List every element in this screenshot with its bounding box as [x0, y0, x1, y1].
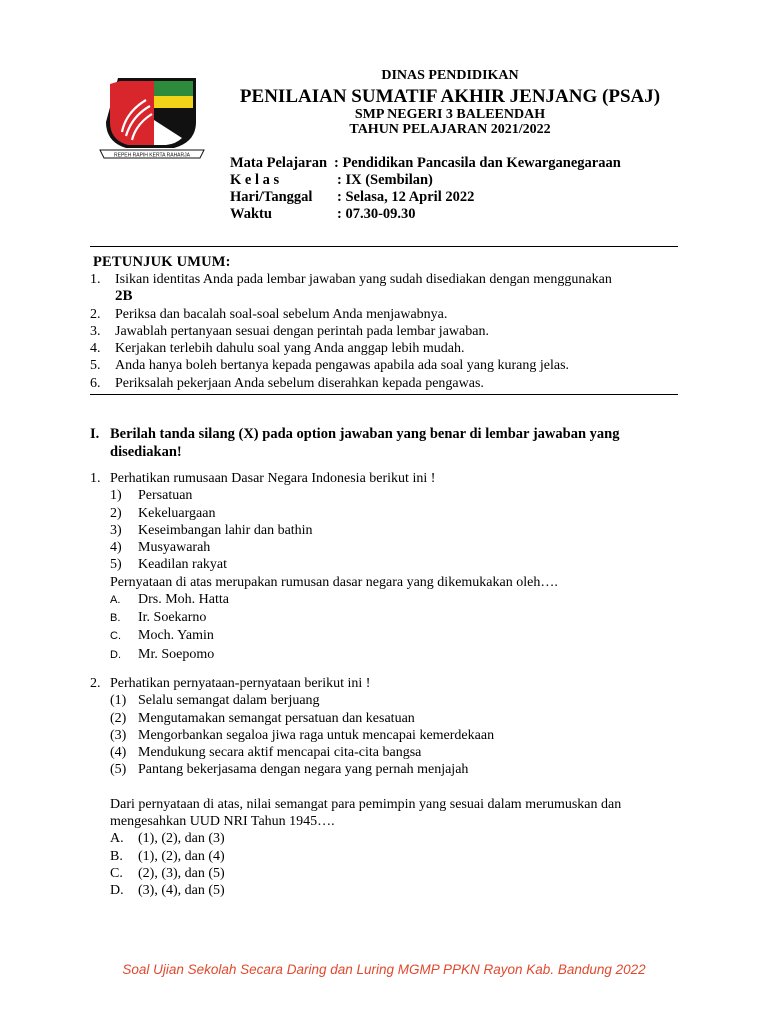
- question-1: [90, 470, 680, 664]
- statement-number: (3): [110, 727, 127, 743]
- question-stem: Pernyataan di atas merupakan rumusan dasar negara yang dikemukakan oleh….: [110, 574, 558, 590]
- statement-item: [90, 522, 680, 539]
- question-number: 1.: [90, 471, 101, 486]
- answer-option: [90, 848, 680, 865]
- logo-shield-yellow: [154, 96, 193, 108]
- option-text: Mr. Soepomo: [138, 646, 215, 662]
- instruction-item: [90, 340, 680, 357]
- option-letter: D.: [110, 648, 121, 661]
- statement-text: Selalu semangat dalam berjuang: [138, 693, 320, 709]
- question-2: [90, 675, 680, 900]
- statement-number: (1): [110, 693, 127, 709]
- option-letter: C.: [110, 865, 123, 881]
- option-letter: A.: [110, 594, 121, 607]
- info-label: Mata Pelajaran: [230, 155, 328, 171]
- instruction-text: Anda hanya boleh bertanya kepada pengawas apabila ada soal yang kurang jelas.: [115, 358, 570, 374]
- instruction-item: [90, 375, 680, 392]
- info-value: : Pendidikan Pancasila dan Kewarganegaraan: [334, 155, 621, 171]
- instruction-item: [90, 323, 680, 340]
- info-value: : Selasa, 12 April 2022: [337, 189, 475, 205]
- answer-option: [90, 591, 680, 609]
- answer-option: [90, 646, 680, 664]
- statement-text: Musyawarah: [138, 540, 211, 556]
- statement-item: [90, 744, 680, 761]
- option-text: Moch. Yamin: [138, 628, 214, 644]
- option-text: Drs. Moh. Hatta: [138, 592, 229, 608]
- option-text: Ir. Soekarno: [138, 610, 207, 626]
- header-year: TAHUN PELAJARAN 2021/2022: [349, 122, 551, 137]
- option-text: (3), (4), dan (5): [138, 883, 225, 899]
- divider-top: [90, 246, 678, 247]
- instruction-number: 6.: [90, 375, 101, 391]
- instruction-item: [90, 306, 680, 323]
- statement-item: [90, 539, 680, 556]
- option-letter: B.: [110, 612, 121, 625]
- page-footer: Soal Ujian Sekolah Secara Daring dan Luring MGMP PPKN Rayon Kab. Bandung 2022: [122, 962, 646, 977]
- statement-item: [90, 556, 680, 573]
- info-label: Waktu: [230, 206, 272, 222]
- header-exam-title: PENILAIAN SUMATIF AKHIR JENJANG (PSAJ): [239, 86, 661, 107]
- statement-text: Persatuan: [138, 488, 193, 504]
- header-school: SMP NEGERI 3 BALEENDAH: [354, 107, 546, 122]
- statement-text: Mengutamakan semangat persatuan dan kesatuan: [138, 710, 415, 726]
- statement-number: (2): [110, 710, 127, 726]
- statement-number: 3): [110, 522, 122, 538]
- statement-number: 4): [110, 540, 122, 556]
- instruction-number: 5.: [90, 358, 101, 374]
- statement-text: Pantang bekerjasama dengan negara yang pernah menjajah: [138, 762, 469, 778]
- instructions-title: PETUNJUK UMUM:: [93, 254, 231, 270]
- statement-item: [90, 761, 680, 778]
- instruction-number: 2.: [90, 306, 101, 322]
- instruction-text: Periksa dan bacalah soal-soal sebelum Anda menjawabnya.: [115, 306, 448, 322]
- statement-text: Keadilan rakyat: [138, 557, 228, 573]
- question-number: 2.: [90, 676, 101, 691]
- statement-item: [90, 692, 680, 709]
- option-letter: A.: [110, 831, 124, 847]
- school-district-logo: [96, 72, 208, 164]
- spacer: [90, 779, 680, 796]
- question-text: Perhatikan pernyataan-pernyataan berikut ini !: [110, 676, 371, 691]
- option-text: (1), (2), dan (3): [138, 831, 225, 847]
- instruction-item: [90, 357, 680, 374]
- instruction-number: 4.: [90, 341, 101, 357]
- statement-text: Keseimbangan lahir dan bathin: [138, 522, 313, 538]
- question-text: Perhatikan rumusaan Dasar Negara Indonesia berikut ini !: [110, 471, 436, 486]
- statement-item: [90, 505, 680, 522]
- section-heading: [90, 425, 680, 461]
- instruction-item: [90, 271, 680, 306]
- header-agency: DINAS PENDIDIKAN: [381, 68, 519, 83]
- info-label: Hari/Tanggal: [230, 189, 313, 205]
- section-title: Berilah tanda silang (X) pada option jawaban yang benar di lembar jawaban yang disediakan!: [110, 426, 620, 460]
- instructions-list: [90, 271, 680, 392]
- answer-option: [90, 830, 680, 847]
- info-value: : IX (Sembilan): [337, 172, 433, 188]
- statement-text: Kekeluargaan: [138, 505, 216, 521]
- question-stem: Dari pernyataan di atas, nilai semangat para pemimpin yang sesuai dalam merumuskan dan mengesahkan UUD NRI Tahun 1945….: [110, 796, 622, 830]
- divider-bottom: [90, 394, 678, 395]
- statement-number: (5): [110, 762, 127, 778]
- instruction-text: Kerjakan terlebih dahulu soal yang Anda anggap lebih mudah.: [115, 341, 465, 357]
- instruction-text: Jawablah pertanyaan sesuai dengan perintah pada lembar jawaban.: [115, 323, 489, 339]
- statement-number: 5): [110, 557, 122, 573]
- info-label: K e l a s: [230, 172, 280, 188]
- answer-option: [90, 609, 680, 627]
- option-letter: B.: [110, 848, 123, 864]
- instruction-text: Isikan identitas Anda pada lembar jawaban yang sudah disediakan dengan menggunakan: [115, 272, 612, 287]
- answer-option: [90, 627, 680, 645]
- option-text: (2), (3), dan (5): [138, 865, 225, 881]
- statement-item: [90, 727, 680, 744]
- statement-number: (4): [110, 745, 127, 761]
- instruction-text: Periksalah pekerjaan Anda sebelum diserahkan kepada pengawas.: [115, 375, 484, 391]
- instruction-number: 3.: [90, 323, 101, 339]
- instruction-number: 1.: [90, 272, 101, 287]
- option-letter: C.: [110, 630, 121, 643]
- statement-number: 2): [110, 505, 122, 521]
- statement-text: Mendukung secara aktif mencapai cita-cita bangsa: [138, 745, 422, 761]
- statement-text: Mengorbankan segaloa jiwa raga untuk mencapai kemerdekaan: [138, 727, 495, 743]
- option-text: (1), (2), dan (4): [138, 848, 225, 864]
- option-letter: D.: [110, 883, 124, 899]
- statement-item: [90, 487, 680, 504]
- statement-number: 1): [110, 488, 122, 504]
- info-value: : 07.30-09.30: [337, 206, 416, 222]
- instruction-bold-tail: 2B: [115, 288, 133, 305]
- answer-option: [90, 865, 680, 882]
- statement-item: [90, 710, 680, 727]
- logo-motto: REPEH RAPIH KERTA RAHARJA: [114, 152, 190, 159]
- section-number: I.: [90, 426, 100, 442]
- answer-option: [90, 882, 680, 899]
